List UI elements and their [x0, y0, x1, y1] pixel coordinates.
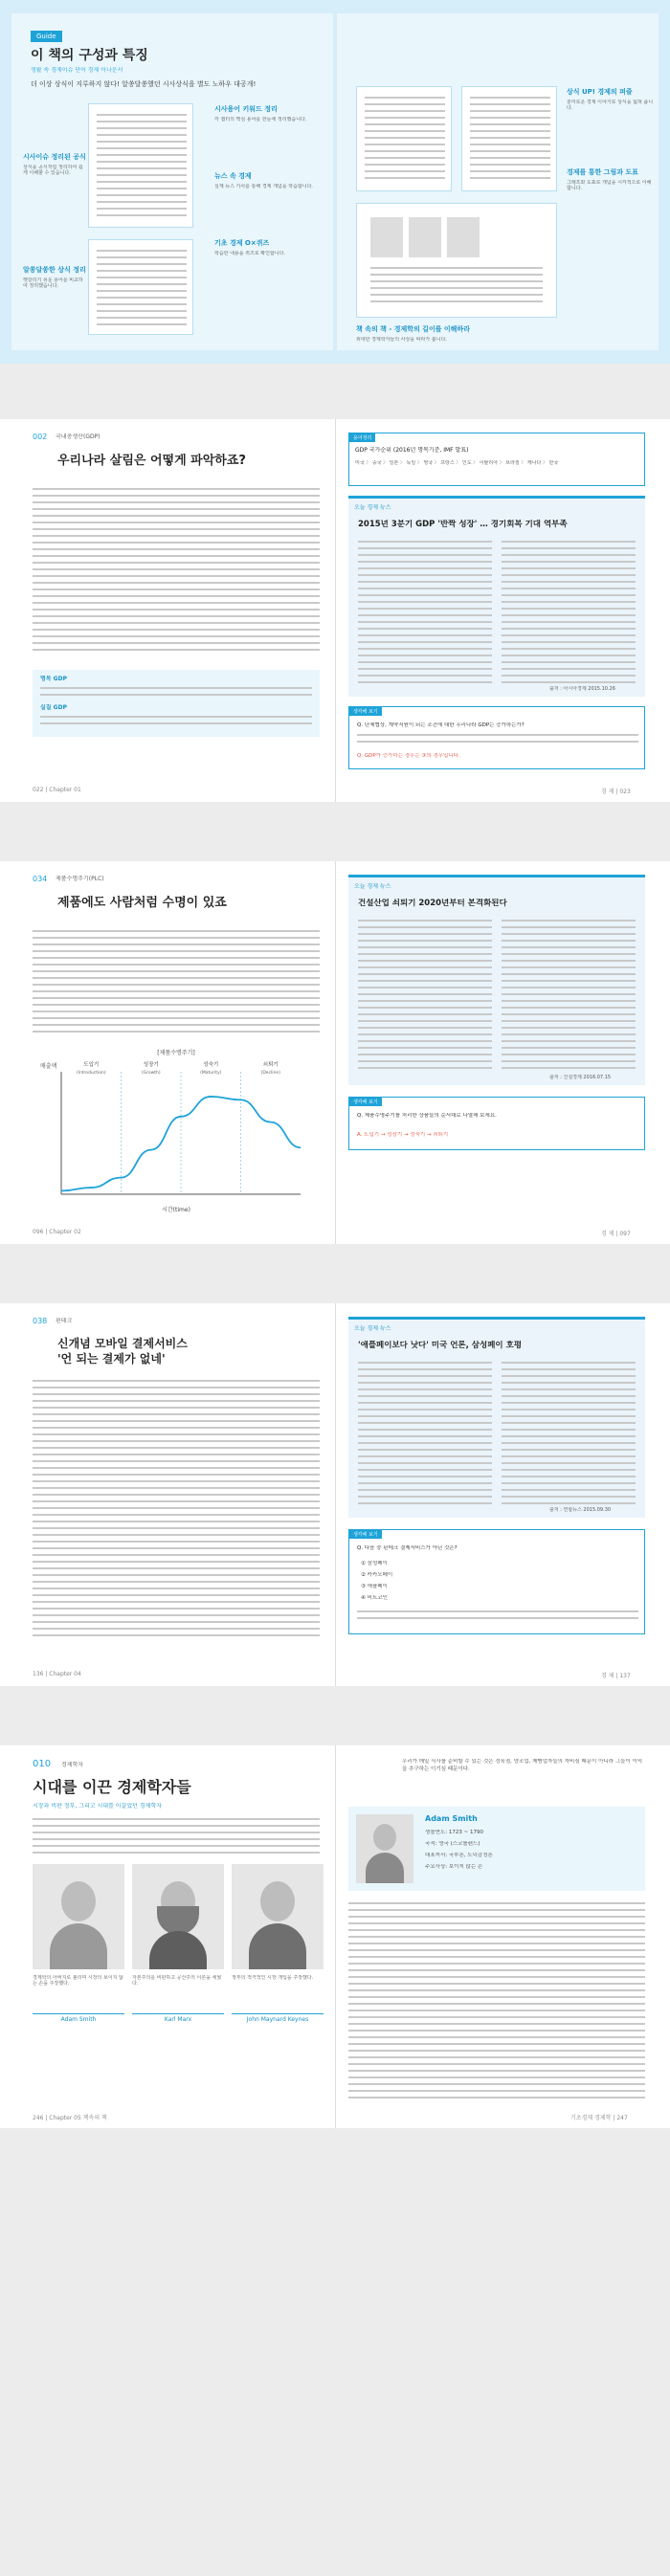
- p1-body-text: [33, 488, 320, 655]
- p4-title: 시대를 이끈 경제학자들: [33, 1778, 191, 1796]
- p4-subtitle: 시장과 비판 정부, 그리고 시대를 이끌었던 경제학자: [33, 1803, 163, 1810]
- portrait-caption-keynes: 정부의 적극적인 시장 개입을 주장했다.: [232, 1975, 314, 1981]
- p3-news-title: '애플페이보다 낫다' 미국 언론, 삼성페이 호평: [358, 1341, 523, 1350]
- portrait-smith-bio: [356, 1814, 413, 1883]
- portrait-name-keynes: John Maynard Keynes: [232, 2013, 324, 2023]
- p4-bio-line-3: 대표저서: 국부론, 도덕감정론: [425, 1853, 493, 1858]
- p3-quiz-option-3: ③ 애플페이: [361, 1584, 388, 1589]
- p4-bio-line-4: 주요사상: 보이지 않는 손: [425, 1864, 483, 1870]
- p1-news-label: 오늘 경제 뉴스: [354, 504, 391, 511]
- portrait-name-marx: Karl Marx: [132, 2013, 224, 2023]
- p3-page-right: 경 제 | 137: [601, 1673, 631, 1679]
- p3-quiz-label: 생각해 보기: [349, 1530, 382, 1539]
- p1-quiz-answer: Q. GDP가 증가하는 경우는 ③의 경우입니다.: [357, 753, 460, 759]
- portrait-smith: [33, 1864, 124, 1969]
- p4-bio-line-1: 생몰연도: 1723 ~ 1790: [425, 1830, 483, 1835]
- p1-quiz-box: [348, 706, 645, 769]
- annotation-7-title: 경제를 통한 그림과 도표: [567, 168, 638, 176]
- p4-quote: 우리가 매일 식사를 준비할 수 있는 것은 정육점, 양조업, 제빵업자들의 자비심 때문이 아니라 그들이 이익을 추구하는 이기심 때문이다.: [402, 1759, 643, 1772]
- p2-news-label: 오늘 경제 뉴스: [354, 883, 391, 890]
- p4-bio-name: Adam Smith: [425, 1814, 478, 1823]
- plc-spread: [0, 861, 670, 1244]
- stage-label: 성장기: [143, 1062, 159, 1068]
- p3-title: 신개념 모바일 결제서비스 '언 되는 결제가 없네': [57, 1337, 188, 1366]
- p1-quiz-question: Q. 단체협상, 계약직원이 되는 조건에 대한 우리나라 GDP는 증가하는가?: [357, 722, 525, 728]
- plc-chart: [33, 1045, 320, 1217]
- annotation-4-body: 학습한 내용을 퀴즈로 확인합니다.: [214, 251, 285, 256]
- annotation-7-body: 그래프와 도표로 개념을 시각적으로 이해합니다.: [567, 180, 652, 191]
- stage-label-en: (Decline): [260, 1071, 280, 1076]
- p1-news-box: [348, 496, 645, 697]
- p3-quiz-option-2: ② 카카오페이: [361, 1572, 393, 1578]
- p1-side-box: [348, 433, 645, 486]
- guide-mock-page-2: [88, 239, 193, 335]
- guide-tag: Guide: [31, 31, 62, 42]
- p3-quiz-question: Q. 다음 중 핀테크 결제서비스가 아닌 것은?: [357, 1545, 458, 1551]
- annotation-8-body: 위대한 경제학자들의 사상을 따라가 봅니다.: [356, 337, 447, 343]
- guide-mock-page-3: [356, 86, 452, 191]
- portrait-card-marx: [132, 1864, 224, 2103]
- p2-chapter-number: 034: [33, 875, 48, 883]
- p3-chapter-number: 038: [33, 1317, 48, 1325]
- p2-quiz-label: 생각해 보기: [349, 1098, 382, 1106]
- p4-bio-box: [348, 1807, 645, 1891]
- p4-page-left: 246 | Chapter 05 책속의 책: [33, 2115, 107, 2121]
- p1-news-title: 2015년 3분기 GDP '반짝 성장' … 경기회복 기대 역부족: [358, 520, 568, 529]
- annotation-3-body: 실제 뉴스 기사를 통해 경제 개념을 학습합니다.: [214, 184, 313, 189]
- p1-side-title: GDP 국가순위 (2016년 명목기준, IMF 발표): [355, 447, 469, 454]
- p1-def-tag-2: 실질 GDP: [40, 704, 67, 711]
- p1-quiz-label: 생각해 보기: [349, 707, 382, 716]
- p1-definition-box: [33, 670, 320, 737]
- p3-news-box: [348, 1317, 645, 1518]
- chart-ylabel: 매출액: [40, 1063, 57, 1070]
- p4-body-text: [348, 1902, 645, 2103]
- p4-chapter-tag: 경제학자: [61, 1762, 84, 1768]
- stage-label: 쇠퇴기: [262, 1062, 279, 1068]
- p3-quiz-option-1: ① 삼성페이: [361, 1561, 388, 1566]
- portrait-marx: [132, 1864, 224, 1969]
- p1-side-tag: 용어정리: [349, 433, 375, 442]
- annotation-4-title: 기초 경제 O×퀴즈: [214, 239, 270, 247]
- portrait-name-smith: Adam Smith: [33, 2013, 124, 2023]
- guide-spread: [0, 0, 670, 364]
- portrait-caption-smith: 경제학의 아버지로 불리며 시장의 보이지 않는 손을 주장했다.: [33, 1975, 123, 1987]
- portrait-card-keynes: [232, 1864, 324, 2103]
- p1-page-right: 경 제 | 023: [601, 788, 631, 795]
- chart-title: [제품수명주기]: [157, 1050, 195, 1056]
- stage-label: 도입기: [83, 1062, 100, 1068]
- p4-page-right: 기초경제 경제학 | 247: [570, 2115, 628, 2121]
- p2-chapter-tag: 제품수명주기(PLC): [56, 876, 104, 882]
- p2-news-title: 건설산업 쇠퇴기 2020년부터 본격화된다: [358, 899, 507, 908]
- p3-chapter-tag: 핀테크: [56, 1318, 73, 1324]
- p3-quiz-option-4: ④ 비트코인: [361, 1595, 388, 1601]
- p4-bio-line-2: 국적: 영국 (스코틀랜드): [425, 1841, 480, 1847]
- portrait-placeholder-2: [409, 217, 441, 257]
- p2-quiz-answer: A. 도입기 → 성장기 → 성숙기 → 쇠퇴기: [357, 1132, 449, 1138]
- stage-label-en: (Introduction): [76, 1071, 106, 1076]
- stage-label-en: (Growth): [141, 1071, 161, 1076]
- p3-page-left: 136 | Chapter 04: [33, 1671, 81, 1677]
- plc-chart-svg: [33, 1045, 320, 1217]
- annotation-1-title: 시사용어 키워드 정리: [214, 105, 278, 113]
- p3-news-source: 출처 : 연합뉴스 2015.09.30: [549, 1507, 612, 1513]
- portrait-placeholder-1: [370, 217, 403, 257]
- p4-intro-text: [33, 1818, 320, 1858]
- p2-page-left: 096 | Chapter 02: [33, 1229, 81, 1235]
- p2-title: 제품에도 사람처럼 수명이 있죠: [57, 896, 227, 910]
- guide-title: 이 책의 구성과 특징: [31, 48, 148, 63]
- p3-news-label: 오늘 경제 뉴스: [354, 1325, 391, 1332]
- annotation-2-body: 상식을 공식처럼 정리하여 쉽게 이해할 수 있습니다.: [23, 165, 83, 176]
- p1-title: 우리나라 살림은 어떻게 파악하죠?: [57, 454, 246, 468]
- p3-body-text: [33, 1380, 320, 1641]
- p2-quiz-question: Q. 제품수명주기를 처리한 상품들의 순서대로 나열해 보세요.: [357, 1113, 497, 1119]
- annotation-6-body: 흥미로운 경제 이야기로 상식을 넓혀 줍니다.: [567, 100, 654, 111]
- portrait-placeholder-3: [447, 217, 480, 257]
- p2-quiz-box: [348, 1097, 645, 1150]
- p1-page-left: 022 | Chapter 01: [33, 787, 81, 793]
- p2-body-text: [33, 930, 320, 1037]
- p3-quiz-box: [348, 1529, 645, 1634]
- guide-mock-page-4: [461, 86, 557, 191]
- p1-chapter-number: 002: [33, 433, 48, 441]
- p2-news-box: [348, 875, 645, 1085]
- guide-lead: 더 이상 상식이 지루하지 않다! 알쏭달쏭했던 시사상식을 별도 노하우 대공개!: [31, 80, 257, 88]
- gdp-spread: [0, 419, 670, 802]
- annotation-3-title: 뉴스 속 경제: [214, 172, 252, 180]
- stage-label-en: (Maturity): [200, 1071, 222, 1076]
- p1-def-tag-1: 명목 GDP: [40, 676, 67, 682]
- p1-chapter-tag: 국내총생산(GDP): [56, 433, 100, 440]
- p2-page-right: 경 제 | 097: [601, 1231, 631, 1237]
- p2-news-source: 출처 : 건설경제 2016.07.15: [549, 1075, 612, 1080]
- p1-side-body: 미국 〉 중국 〉 일본 〉 독일 〉 영국 〉 프랑스 〉 인도 〉 이탈리아 〉 브라질 〉 캐나다 〉 한국: [355, 460, 559, 466]
- annotation-6-title: 상식 UP! 경제의 퍼즐: [567, 88, 633, 96]
- portrait-keynes: [232, 1864, 324, 1969]
- portrait-caption-marx: 자본주의를 비판하고 공산주의 이론을 세웠다.: [132, 1975, 222, 1987]
- annotation-5-title: 알쏭달쏭한 상식 정리: [23, 266, 86, 274]
- guide-mock-page-1: [88, 103, 193, 228]
- annotation-2-title: 시사이슈 정리된 공식: [23, 153, 86, 161]
- annotation-1-body: 각 챕터의 핵심 용어를 한눈에 정리했습니다.: [214, 117, 307, 122]
- guide-subtitle: 생활 속 경제이슈 단어 경제 아나운서: [31, 67, 123, 74]
- annotation-8-title: 책 속의 책 - 경제학의 길이를 이해하라: [356, 325, 470, 333]
- guide-mock-page-5: [356, 203, 557, 318]
- p4-quote-box: [402, 1759, 645, 1801]
- p1-news-source: 출처 : 아시아경제 2015.10.26: [549, 686, 615, 692]
- portrait-card-smith: [33, 1864, 124, 2103]
- chart-xlabel: 시간(time): [162, 1207, 190, 1213]
- annotation-5-body: 헷갈리기 쉬운 용어를 비교하여 정리했습니다.: [23, 278, 83, 289]
- stage-label: 성숙기: [203, 1062, 219, 1068]
- p4-chapter-number: 010: [33, 1759, 52, 1769]
- fintech-spread: [0, 1303, 670, 1686]
- economists-spread: [0, 1745, 670, 2128]
